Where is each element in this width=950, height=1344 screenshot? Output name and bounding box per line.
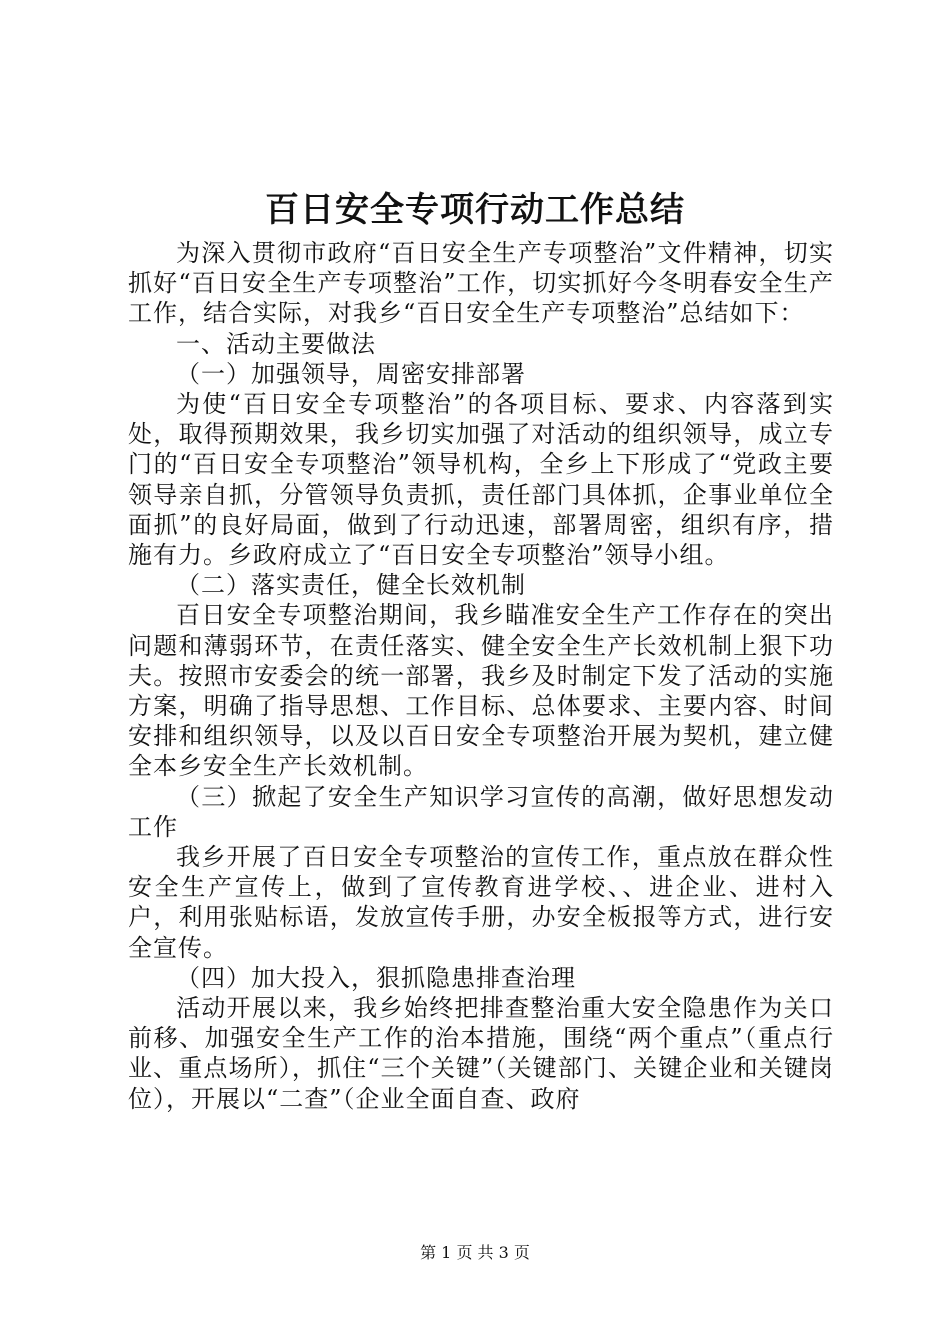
- paragraph: 百日安全专项整治期间，我乡瞄准安全生产工作存在的突出问题和薄弱环节，在责任落实、健全安全生产长效机制上狠下功夫。按照市安委会的统一部署，我乡及时制定下发了活动的实施方案，明确了指导思想、工作目标、总体要求、主要内容、时间安排和组织领导，以及以百日安全专项整治开展为契机，建立健全本乡安全生产长效机制。: [128, 601, 834, 781]
- paragraph: 为使“百日安全专项整治”的各项目标、要求、内容落到实处，取得预期效果，我乡切实加强了对活动的组织领导，成立专门的“百日安全专项整治”领导机构，全乡上下形成了“党政主要领导亲自抓，分管领导负责抓，责任部门具体抓，企事业单位全面抓”的良好局面，做到了行动迅速，部署周密，组织有序，措施有力。乡政府成立了“百日安全专项整治”领导小组。: [128, 390, 834, 570]
- subsection-heading: （三）掀起了安全生产知识学习宣传的高潮，做好思想发动工作: [128, 782, 834, 841]
- page-number-footer: 第 1 页 共 3 页: [420, 1243, 530, 1262]
- document-title: 百日安全专项行动工作总结: [265, 190, 685, 230]
- document-body: [128, 238, 834, 1114]
- paragraph-intro: 为深入贯彻市政府“百日安全生产专项整治”文件精神，切实抓好“百日安全生产专项整治”工作，切实抓好今冬明春安全生产工作，结合实际，对我乡“百日安全生产专项整治”总结如下：: [128, 239, 834, 328]
- section-heading: 一、活动主要做法: [176, 329, 376, 358]
- subsection-heading: （二）落实责任，健全长效机制: [176, 571, 526, 600]
- paragraph: 活动开展以来，我乡始终把排查整治重大安全隐患作为关口前移、加强安全生产工作的治本措施，围绕“两个重点”（重点行业、重点场所），抓住“三个关键”（关键部门、关键企业和关键岗位），开展以“二查”（企业全面自查、政府: [128, 994, 834, 1113]
- subsection-heading: （四）加大投入，狠抓隐患排查治理: [176, 963, 576, 992]
- subsection-heading: （一）加强领导，周密安排部署: [176, 359, 526, 388]
- paragraph: 我乡开展了百日安全专项整治的宣传工作，重点放在群众性安全生产宣传上，做到了宣传教育进学校、、进企业、进村入户，利用张贴标语，发放宣传手册，办安全板报等方式，进行安全宣传。: [128, 843, 834, 962]
